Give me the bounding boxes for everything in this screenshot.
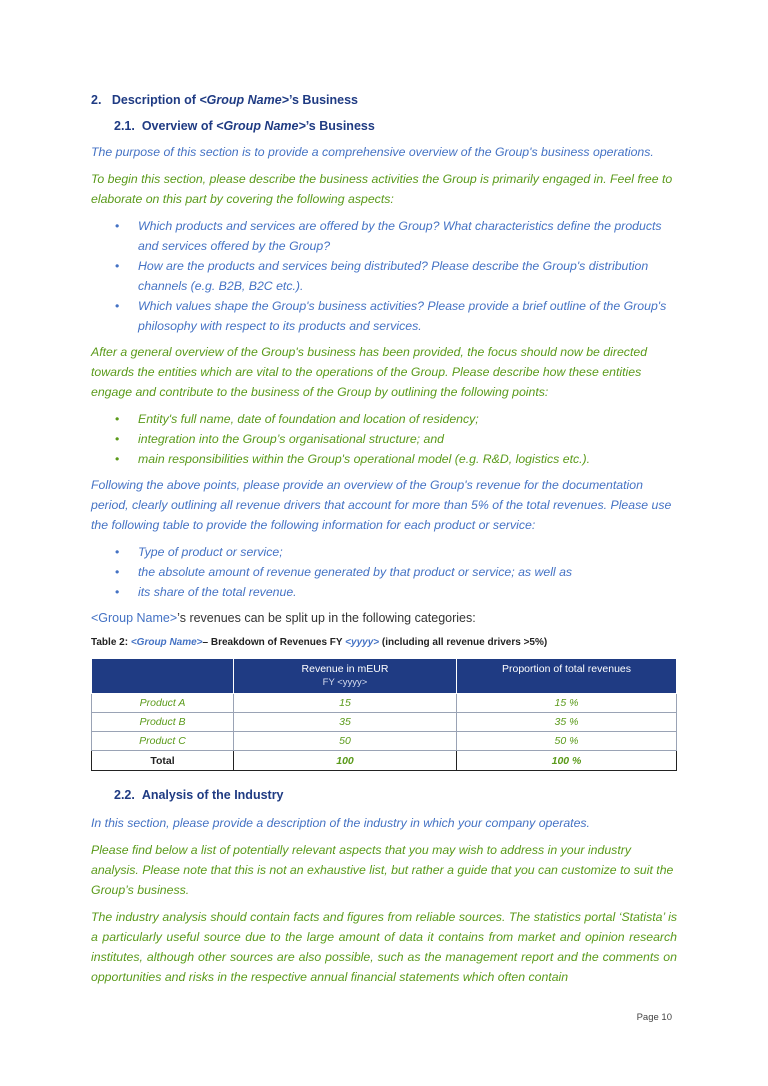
- table-caption: Table 2: <Group Name>– Breakdown of Revenues FY <yyyy> (including all revenue drivers >5%): [91, 637, 548, 648]
- subsection-number: 2.2.: [114, 788, 135, 802]
- industry-aspects-paragraph: Please find below a list of potentially relevant aspects that you may wish to address in your industry analysis. Please note that this is not an exhaustive list, but rather a guide that you can customize to suit the Group’s business.: [91, 843, 674, 897]
- subsection-title-pre: Overview of: [141, 119, 217, 133]
- revenue-cell: 50: [234, 732, 457, 751]
- group-name-placeholder: <Group Name>: [130, 637, 203, 648]
- bullet-icon: •: [115, 259, 120, 273]
- bullet-icon: •: [115, 565, 120, 579]
- list-item: • Entity's full name, date of foundation and location of residency;: [91, 409, 677, 429]
- product-cell: Product C: [92, 732, 234, 751]
- bullet-icon: •: [115, 219, 120, 233]
- total-label-cell: Total: [92, 751, 234, 771]
- header-cell-revenue: Revenue in mEUR FY <yyyy>: [234, 659, 457, 694]
- table-row: [92, 694, 677, 713]
- product-cell: Product A: [92, 694, 234, 713]
- revenue-cell: 15: [234, 694, 457, 713]
- total-revenue-cell: 100: [234, 751, 457, 771]
- list-item: • main responsibilities within the Group's operational model (e.g. R&D, logistics etc.).: [91, 449, 677, 469]
- business-activities-paragraph: To begin this section, please describe the business activities the Group is primarily engaged in. Feel free to elaborate on this part by covering the following aspects:: [91, 172, 673, 206]
- group-name-placeholder: <Group Name>: [91, 611, 178, 625]
- header-cell-empty: [92, 659, 234, 694]
- section-title-placeholder: <Group Name>: [199, 93, 289, 107]
- revenue-info-list: [91, 542, 677, 602]
- total-share-cell: 100 %: [457, 751, 677, 771]
- bullet-icon: •: [115, 412, 120, 426]
- revenue-cell: 35: [234, 713, 457, 732]
- industry-intro-paragraph: In this section, please provide a description of the industry in which your company operates.: [91, 816, 590, 830]
- subsection-heading-overview: [91, 116, 677, 136]
- table-total-row: [92, 751, 677, 771]
- table-row: [92, 732, 677, 751]
- year-placeholder: <yyyy>: [345, 637, 380, 648]
- revenue-paragraph: Following the above points, please provide an overview of the Group's revenue for the documentation period, clearly outlining all revenue drivers that account for more than 5% of the total revenues. Please use the following table to provide the following information for each product or service:: [91, 478, 672, 532]
- industry-sources-paragraph: The industry analysis should contain facts and figures from reliable sources. The statistics portal ‘Statista’ is a particularly useful source due to the large amount of data it contains from market and opinion research institutes, although other sources are also possible, such as the management report and the comments on opportunities and risks in the respective annual financial statements which often contain: [91, 910, 677, 984]
- section-title-post: ’s Business: [289, 93, 359, 107]
- subsection-number: 2.1.: [114, 119, 135, 133]
- list-item: • How are the products and services being distributed? Please describe the Group's distribution channels (e.g. B2B, B2C etc.).: [91, 256, 677, 296]
- share-cell: 35 %: [457, 713, 677, 732]
- subsection-title: Analysis of the Industry: [141, 788, 284, 802]
- section-title-pre: Description of: [111, 93, 200, 107]
- bullet-icon: •: [115, 299, 120, 313]
- subsection-title-placeholder: <Group Name>: [216, 119, 306, 133]
- list-item: • the absolute amount of revenue generated by that product or service; as well as: [91, 562, 677, 582]
- bullet-icon: •: [115, 585, 120, 599]
- section-heading: [91, 90, 677, 110]
- bullet-icon: •: [115, 432, 120, 446]
- section-number: 2.: [91, 93, 102, 107]
- table-row: [92, 713, 677, 732]
- list-item: • Which values shape the Group's business activities? Please provide a brief outline of the Group's philosophy with respect to its products and services.: [91, 296, 677, 336]
- product-cell: Product B: [92, 713, 234, 732]
- entities-list: [91, 409, 677, 469]
- share-cell: 50 %: [457, 732, 677, 751]
- page-content: [91, 90, 677, 994]
- header-cell-proportion: Proportion of total revenues: [457, 659, 677, 694]
- list-item: • integration into the Group’s organisational structure; and: [91, 429, 677, 449]
- page-number: Page 10: [636, 1012, 672, 1023]
- revenue-table: [91, 658, 677, 771]
- purpose-paragraph: The purpose of this section is to provide a comprehensive overview of the Group's business operations.: [91, 145, 654, 159]
- list-item: • Type of product or service;: [91, 542, 677, 562]
- list-item: • its share of the total revenue.: [91, 582, 677, 602]
- table-header-row: [92, 659, 677, 694]
- aspects-list: [91, 216, 677, 336]
- share-cell: 15 %: [457, 694, 677, 713]
- bullet-icon: •: [115, 545, 120, 559]
- subsection-heading-industry: [91, 785, 677, 805]
- revenue-intro: <Group Name>’s revenues can be split up in the following categories:: [91, 611, 476, 625]
- subsection-title-post: ’s Business: [305, 119, 375, 133]
- bullet-icon: •: [115, 452, 120, 466]
- entities-paragraph: After a general overview of the Group's business has been provided, the focus should now be directed towards the entities which are vital to the operations of the Group. Please describe how these entities engage and contribute to the business of the Group by outlining the following points:: [91, 345, 648, 399]
- list-item: • Which products and services are offered by the Group? What characteristics define the products and services offered by the Group?: [91, 216, 677, 256]
